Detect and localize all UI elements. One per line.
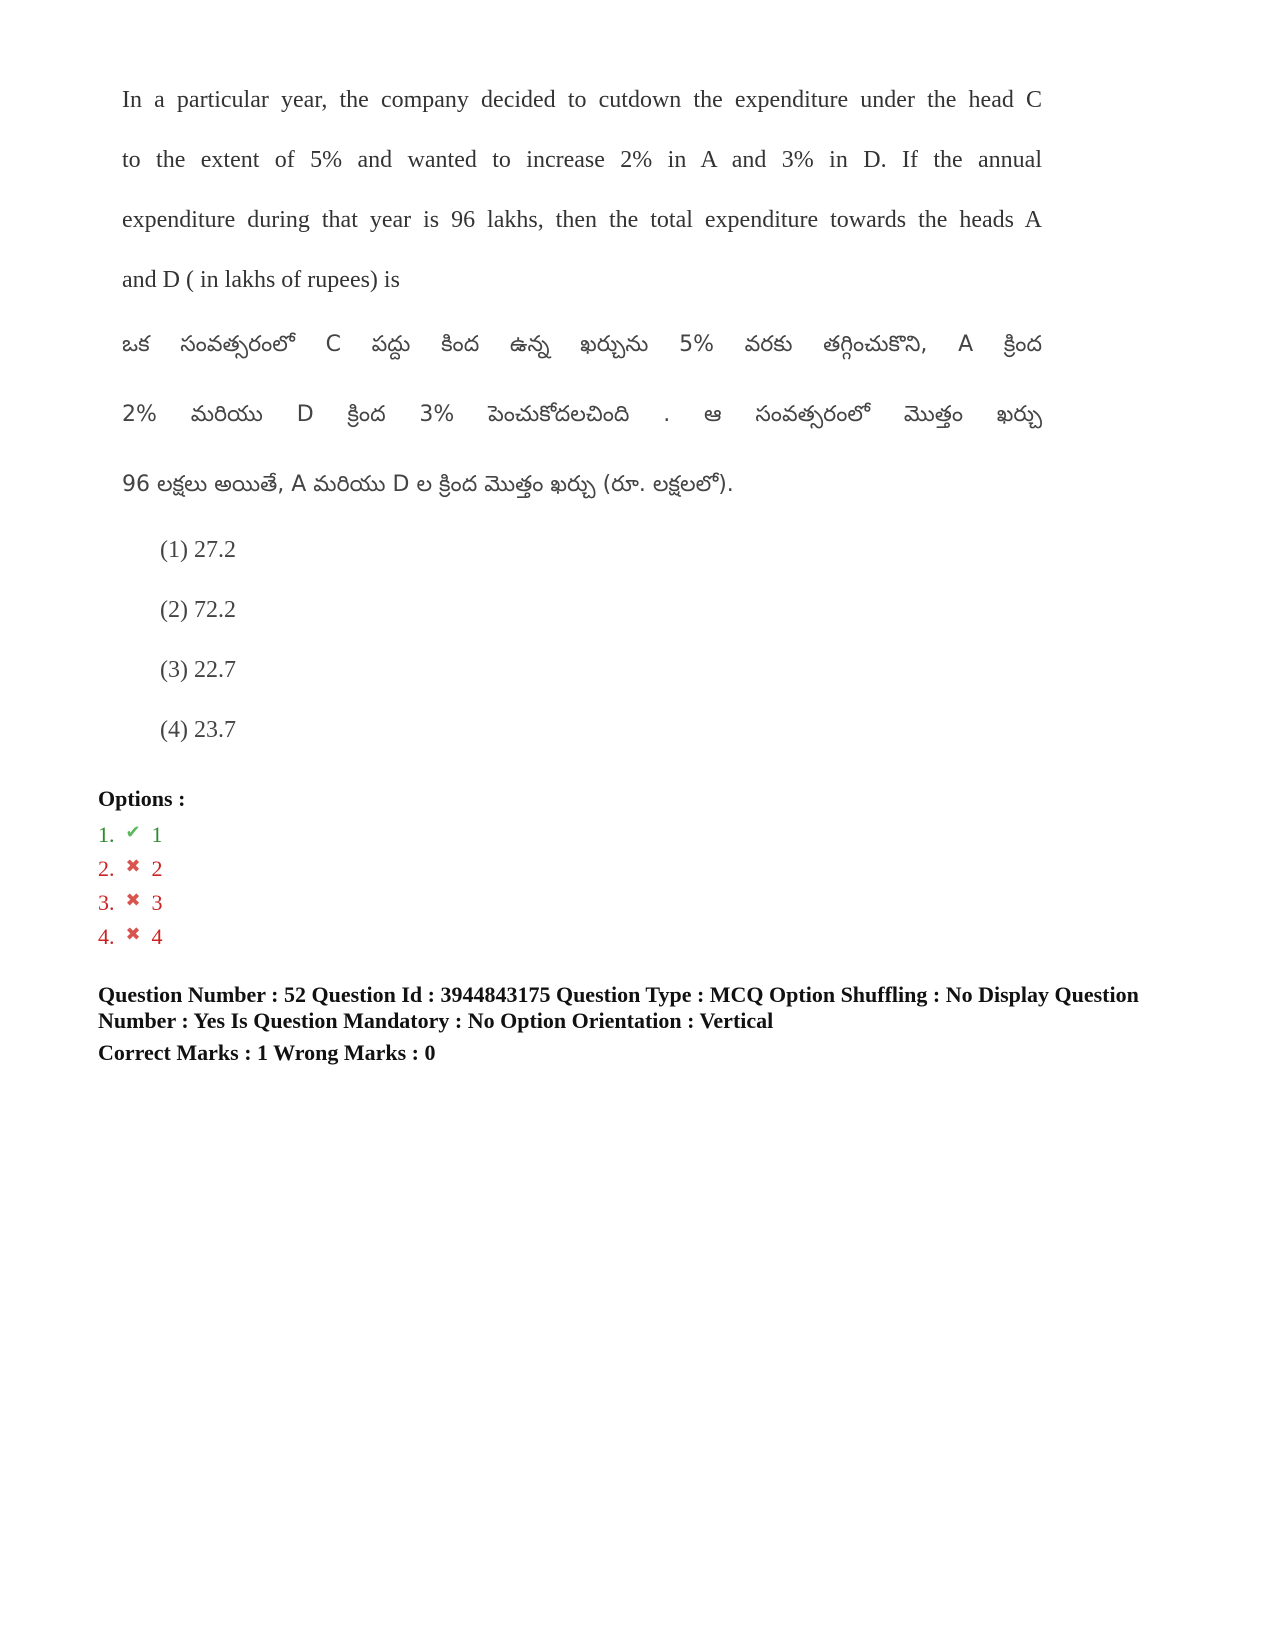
cross-icon: ✖ xyxy=(125,924,141,945)
question-english-line-1: In a particular year, the company decided to cutdown the expenditure under the head C xyxy=(122,87,1042,113)
choice-3: (3) 22.7 xyxy=(160,657,236,683)
marks-info: Correct Marks : 1 Wrong Marks : 0 xyxy=(98,1040,436,1065)
cross-icon: ✖ xyxy=(125,856,141,877)
option-row-4 xyxy=(98,920,163,954)
options-heading: Options : xyxy=(98,786,186,811)
option-number: 4. xyxy=(98,924,115,949)
question-telugu-line-3: 96 లక్షలు అయితే, A మరియు D ల క్రింద మొత్తం ఖర్చు (రూ. లక్షలలో). xyxy=(122,472,734,497)
option-value: 2 xyxy=(151,856,163,881)
check-icon: ✔ xyxy=(125,822,141,843)
option-number: 1. xyxy=(98,822,115,847)
question-english-line-3: expenditure during that year is 96 lakhs, then the total expenditure towards the heads A xyxy=(122,207,1042,233)
options-list xyxy=(98,818,163,954)
option-value: 3 xyxy=(151,890,163,915)
question-telugu-line-1: ఒక సంవత్సరంలో C పద్దు కింద ఉన్న ఖర్చును 5% వరకు తగ్గించుకొని, A క్రింద xyxy=(122,332,1042,357)
option-row-1 xyxy=(98,818,163,852)
option-number: 3. xyxy=(98,890,115,915)
choice-2: (2) 72.2 xyxy=(160,597,236,623)
question-metadata: Question Number : 52 Question Id : 3944843175 Question Type : MCQ Option Shuffling : No Display Question Number : Yes Is Question Mandatory : No Option Orientation : Vertical xyxy=(98,982,1139,1033)
choice-4: (4) 23.7 xyxy=(160,717,236,743)
option-value: 4 xyxy=(151,924,163,949)
option-number: 2. xyxy=(98,856,115,881)
cross-icon: ✖ xyxy=(125,890,141,911)
choice-1: (1) 27.2 xyxy=(160,537,236,563)
option-row-3 xyxy=(98,886,163,920)
option-row-2 xyxy=(98,852,163,886)
question-text-block xyxy=(122,70,1042,520)
answer-choices xyxy=(160,520,236,760)
question-english-line-4: and D ( in lakhs of rupees) is xyxy=(122,267,400,293)
question-telugu-line-2: 2% మరియు D క్రింద 3% పెంచుకోదలచింది . ఆ సంవత్సరంలో మొత్తం ఖర్చు xyxy=(122,402,1042,427)
option-value: 1 xyxy=(151,822,163,847)
question-english-line-2: to the extent of 5% and wanted to increase 2% in A and 3% in D. If the annual xyxy=(122,147,1042,173)
